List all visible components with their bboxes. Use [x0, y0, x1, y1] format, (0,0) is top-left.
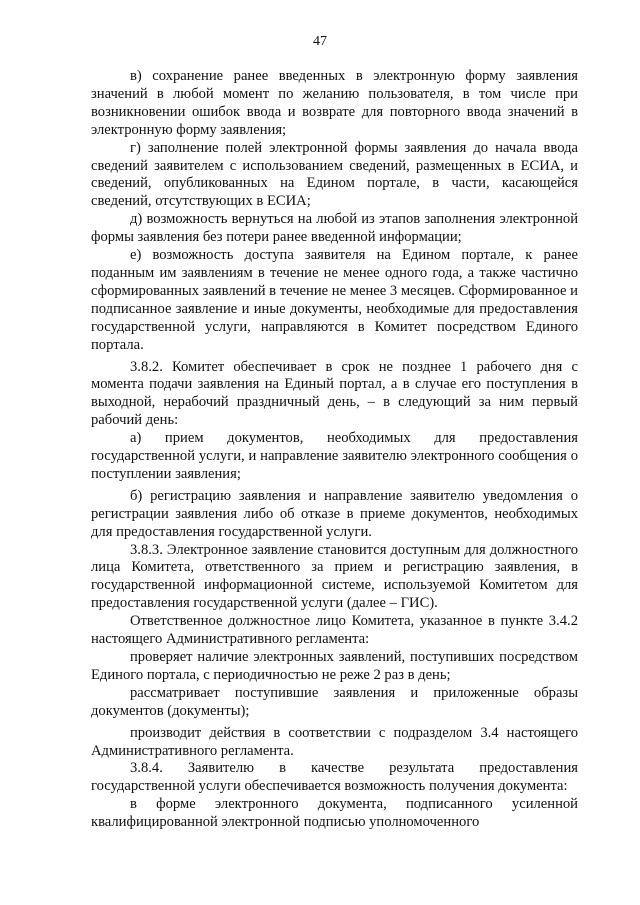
paragraph-performs: производит действия в соответствии с подразделом 3.4 настоящего Административного регламента. [91, 724, 578, 759]
paragraph-section-3-8-4: 3.8.4. Заявителю в качестве результата предоставления государственной услуги обеспечивается возможность получения документа: [91, 760, 578, 795]
page-number: 47 [313, 34, 327, 49]
paragraph-item-b: б) регистрацию заявления и направление заявителю уведомления о регистрации заявления либо об отказе в приеме документов, необходимых для предоставления государственной услуги. [91, 487, 578, 540]
paragraph-electronic-form: в форме электронного документа, подписанного усиленной квалифицированной электронной подписью уполномоченного [91, 796, 578, 831]
paragraph-official: Ответственное должностное лицо Комитета, указанное в пункте 3.4.2 настоящего Административного регламента: [91, 613, 578, 648]
paragraph-section-3-8-2: 3.8.2. Комитет обеспечивает в срок не позднее 1 рабочего дня с момента подачи заявления на Единый портал, а в случае его поступления в выходной, нерабочий праздничный день, – в следующий за ним первый рабочий день: [91, 358, 578, 429]
paragraph-item-g: г) заполнение полей электронной формы заявления до начала ввода сведений заявителем с использованием сведений, размещенных в ЕСИА, и сведений, опубликованных на Едином портале, в части, касающейся сведений, отсутствующих в ЕСИА; [91, 139, 578, 210]
paragraph-checks: проверяет наличие электронных заявлений, поступивших посредством Единого портала, с периодичностью не реже 2 раз в день; [91, 649, 578, 683]
paragraph-item-e: е) возможность доступа заявителя на Едином портале, к ранее поданным им заявлениям в течение не менее одного года, а также частично сформированных заявлений в течение не менее 3 месяцев. Сформированное и подписанное заявление и иные документы, необходимые для предоставления государственной услуги, направляются в Комитет посредством Единого портала. [91, 247, 578, 353]
paragraph-item-d: д) возможность вернуться на любой из этапов заполнения электронной формы заявления без потери ранее введенной информации; [91, 211, 578, 246]
paragraph-section-3-8-3: 3.8.3. Электронное заявление становится доступным для должностного лица Комитета, ответственного за прием и регистрацию заявления, в государственной информационной системе, используемой Комитетом для предоставления государственной услуги (далее – ГИС). [91, 541, 578, 612]
paragraph-item-a: а) прием документов, необходимых для предоставления государственной услуги, и направление заявителю электронного сообщения о поступлении заявления; [91, 430, 578, 482]
document-body [91, 68, 578, 832]
paragraph-reviews: рассматривает поступившие заявления и приложенные образы документов (документы); [91, 684, 578, 719]
paragraph-item-v: в) сохранение ранее введенных в электронную форму заявления значений в любой момент по желанию пользователя, в том числе при возникновении ошибок ввода и возврате для повторного ввода значений в электронную форму заявления; [91, 68, 578, 138]
